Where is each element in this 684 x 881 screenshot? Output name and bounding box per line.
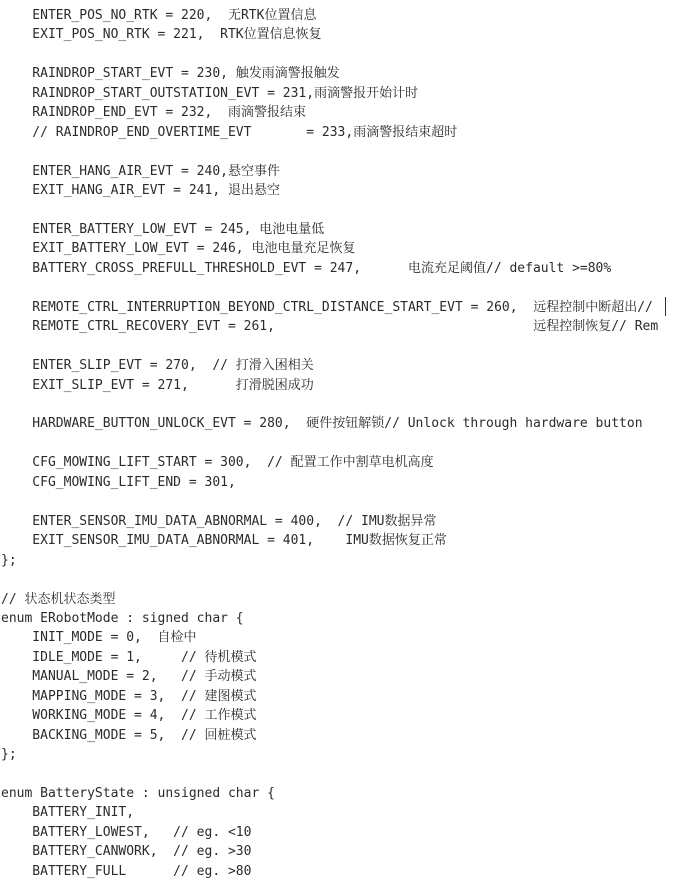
- code-line: BACKING_MODE = 5, // 回桩模式: [1, 728, 257, 743]
- code-line: // RAINDROP_END_OVERTIME_EVT = 233,雨滴警报结束超时: [1, 125, 458, 140]
- code-line: RAINDROP_START_OUTSTATION_EVT = 231,雨滴警报开始计时: [1, 86, 419, 101]
- code-line: CFG_MOWING_LIFT_START = 300, // 配置工作中割草电机高度: [1, 455, 434, 470]
- code-line: MAPPING_MODE = 3, // 建图模式: [1, 689, 257, 704]
- code-line: RAINDROP_START_EVT = 230, 触发雨滴警报触发: [1, 66, 340, 81]
- code-line: enum BatteryState : unsigned char {: [1, 786, 275, 801]
- code-line: IDLE_MODE = 1, // 待机模式: [1, 650, 257, 665]
- code-line: WORKING_MODE = 4, // 工作模式: [1, 708, 257, 723]
- code-line: ENTER_HANG_AIR_EVT = 240,悬空事件: [1, 164, 280, 179]
- code-line: EXIT_BATTERY_LOW_EVT = 246, 电池电量充足恢复: [1, 241, 356, 256]
- code-line: CFG_MOWING_LIFT_END = 301,: [1, 475, 236, 490]
- code-line: BATTERY_CROSS_PREFULL_THRESHOLD_EVT = 247, 电流充足阈值// default >=80%: [1, 261, 612, 276]
- code-line: EXIT_HANG_AIR_EVT = 241, 退出悬空: [1, 183, 280, 198]
- code-line: EXIT_POS_NO_RTK = 221, RTK位置信息恢复: [1, 27, 322, 42]
- code-line: EXIT_SLIP_EVT = 271, 打滑脱困成功: [1, 378, 314, 393]
- code-line: BATTERY_LOWEST, // eg. <10: [1, 825, 252, 840]
- code-line: // 状态机状态类型: [1, 592, 116, 607]
- code-line: ENTER_SENSOR_IMU_DATA_ABNORMAL = 400, // IMU数据异常: [1, 514, 437, 529]
- code-line: ENTER_POS_NO_RTK = 220, 无RTK位置信息: [1, 8, 317, 23]
- code-line: RAINDROP_END_EVT = 232, 雨滴警报结束: [1, 105, 306, 120]
- code-line: BATTERY_CANWORK, // eg. >30: [1, 844, 252, 859]
- code-line: };: [1, 747, 17, 762]
- code-line: };: [1, 553, 17, 568]
- code-line: ENTER_SLIP_EVT = 270, // 打滑入困相关: [1, 358, 314, 373]
- code-line: REMOTE_CTRL_INTERRUPTION_BEYOND_CTRL_DISTANCE_START_EVT = 260, 远程控制中断超出//: [1, 300, 653, 315]
- code-line: REMOTE_CTRL_RECOVERY_EVT = 261, 远程控制恢复// Rem: [1, 319, 659, 334]
- code-line: BATTERY_INIT,: [1, 805, 135, 820]
- code-line: ENTER_BATTERY_LOW_EVT = 245, 电池电量低: [1, 222, 325, 237]
- code-line: HARDWARE_BUTTON_UNLOCK_EVT = 280, 硬件按钮解锁// Unlock through hardware button: [1, 416, 643, 431]
- code-line: MANUAL_MODE = 2, // 手动模式: [1, 669, 257, 684]
- code-line: BATTERY_FULL // eg. >80: [1, 864, 252, 879]
- code-line: EXIT_SENSOR_IMU_DATA_ABNORMAL = 401, IMU数据恢复正常: [1, 533, 447, 548]
- code-line: enum ERobotMode : signed char {: [1, 611, 244, 626]
- text-caret: [665, 297, 666, 316]
- code-line: INIT_MODE = 0, 自检中: [1, 630, 197, 645]
